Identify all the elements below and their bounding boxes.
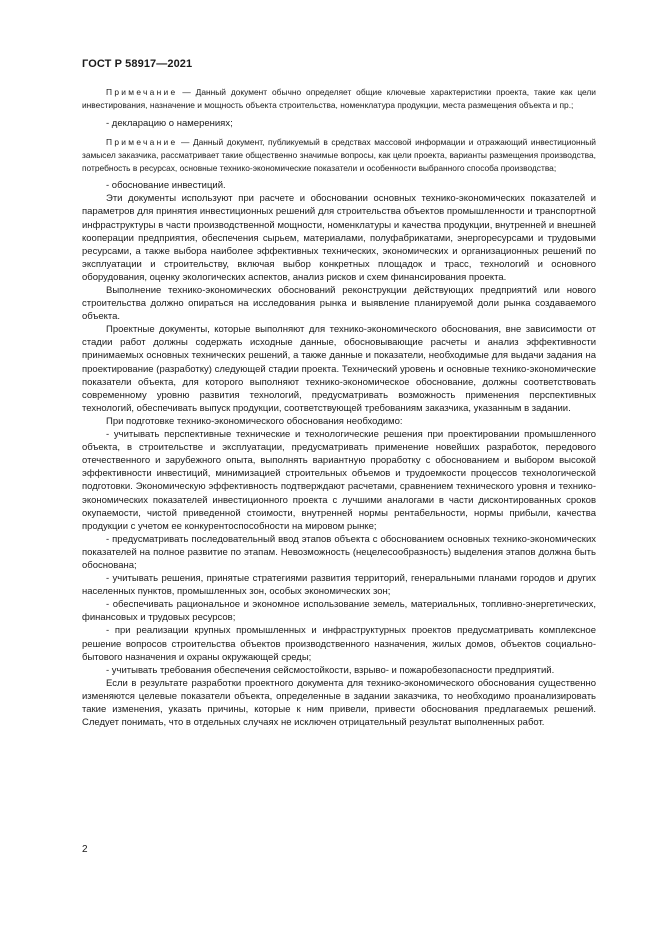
note-paragraph (82, 136, 596, 174)
body-paragraph: Эти документы используют при расчете и обосновании основных технико-экономических показателей и параметров для принятия инвестиционных решений для строительства объектов промышленности и транспортной инфраструктуры в части производственной мощности, номенклатуры и качества продукции, внутренней и внешней кооперации предприятия, обеспечения сырьем, материалами, полуфабрикатами, энергоресурсами и трудовыми ресурсами, а также выбора наиболее эффективных технических, экономических и организационных решений по эксплуатации и строительству, включая выбор конкретных площадок и трасс, технологий и основного оборудования, оценку экологических аспектов, анализ рисков и схем финансирования проекта. (82, 193, 596, 283)
document-body (82, 86, 596, 729)
list-item: - учитывать решения, принятые стратегиями развития территорий, генеральными планами городов и других населенных пунктов, промышленных зон, особых экономических зон; (82, 573, 596, 598)
body-paragraph: При подготовке технико-экономического обоснования необходимо: (106, 415, 403, 427)
list-item: - учитывать перспективные технические и технологические решения при проектировании промышленного объекта, в строительстве и эксплуатации, предусматривать применение новейших разработок, передового отечественного и зарубежного опыта, выполнять вариантную проработку с обоснованием и выбором высокой эффективности инвестиций, минимизацией строительных объемов и трудоемкости процессов технологической подготовки. Экономическую эффективность подтверждают расчетами, сравнением технического уровня и технико-экономических показателей инвестиционного проекта с лучшими аналогами в части дисконтированных сроков окупаемости, чистой приведенной стоимости, внутренней нормы рентабельности, нормы прибыли, качества продукции с учетом ее конкурентоспособности на мировом рынке; (82, 429, 596, 532)
note-paragraph (82, 86, 596, 111)
list-item: - учитывать требования обеспечения сейсмостойкости, взрыво- и пожаробезопасности предприятий. (106, 664, 555, 676)
document-header: ГОСТ Р 58917—2021 (82, 58, 193, 70)
body-paragraph: Если в результате разработки проектного документа для технико-экономического обоснования существенно изменяются целевые показатели объекта, определенные в задании заказчика, то необходимо проанализировать такие изменения, указать причины, которые к ним привели, привести обоснования предлагаемых решений. Следует понимать, что в отдельных случаях не исключен отрицательный результат выполненных работ. (82, 677, 596, 729)
list-item: - обеспечивать рациональное и экономное использование земель, материальных, топливно-энергетических, финансовых и трудовых ресурсов; (82, 599, 596, 624)
body-paragraph: Проектные документы, которые выполняют для технико-экономического обоснования, вне зависимости от стадии работ должны содержать исходные данные, обосновывающие расчеты и анализ эффективности принимаемых основных технических решений, а также данные и показатели, необходимые для выдачи задания на проектирование (разработку) следующей стадии проекта. Технический уровень и основные технико-экономические показатели объекта, для которого выполняют технико-экономическое обоснование, должны соответствовать современному уровню развития технологий, предусматривать возможность применения перспективных технологий, обеспечивать выпуск продукции, соответствующей требованиям заказчика, указанным в задании. (82, 324, 596, 414)
list-item: - предусматривать последовательный ввод этапов объекта с обоснованием основных технико-экономических показателей на полное развитие по этапам. Невозможность (нецелесообразность) выделения этапов должна быть обоснована; (82, 533, 596, 571)
note-text: — Данный документ, публикуемый в средствах массовой информации и отражающий инвестиционный замысел заказчика, рассматривает такие общественно значимые вопросы, как цели проекта, варианты размещения производства, потребность в ресурсах, основные технико-экономические показатели и особенности выбранного способа производства; (82, 137, 596, 173)
note-label: Примечание (106, 137, 178, 148)
list-item: - при реализации крупных промышленных и инфраструктурных проектов предусматривать комплексное решение вопросов строительства объектов производственного назначения, жилых домов, объектов социально-бытового назначения и охраны окружающей среды; (82, 625, 596, 663)
list-item: - декларацию о намерениях; (106, 118, 233, 130)
page-number: 2 (82, 844, 88, 855)
list-item: - обоснование инвестиций. (106, 180, 226, 192)
note-label: Примечание (106, 87, 178, 97)
body-paragraph: Выполнение технико-экономических обоснований реконструкции действующих предприятий или нового строительства должно опираться на исследования рынка и выявление планируемой доли рынка создаваемого объекта. (82, 285, 596, 323)
note-text: — Данный документ обычно определяет общие ключевые характеристики проекта, такие как цели инвестирования, назначение и мощность объекта строительства, номенклатура продукции, места размещения объекта и пр.; (82, 87, 596, 110)
